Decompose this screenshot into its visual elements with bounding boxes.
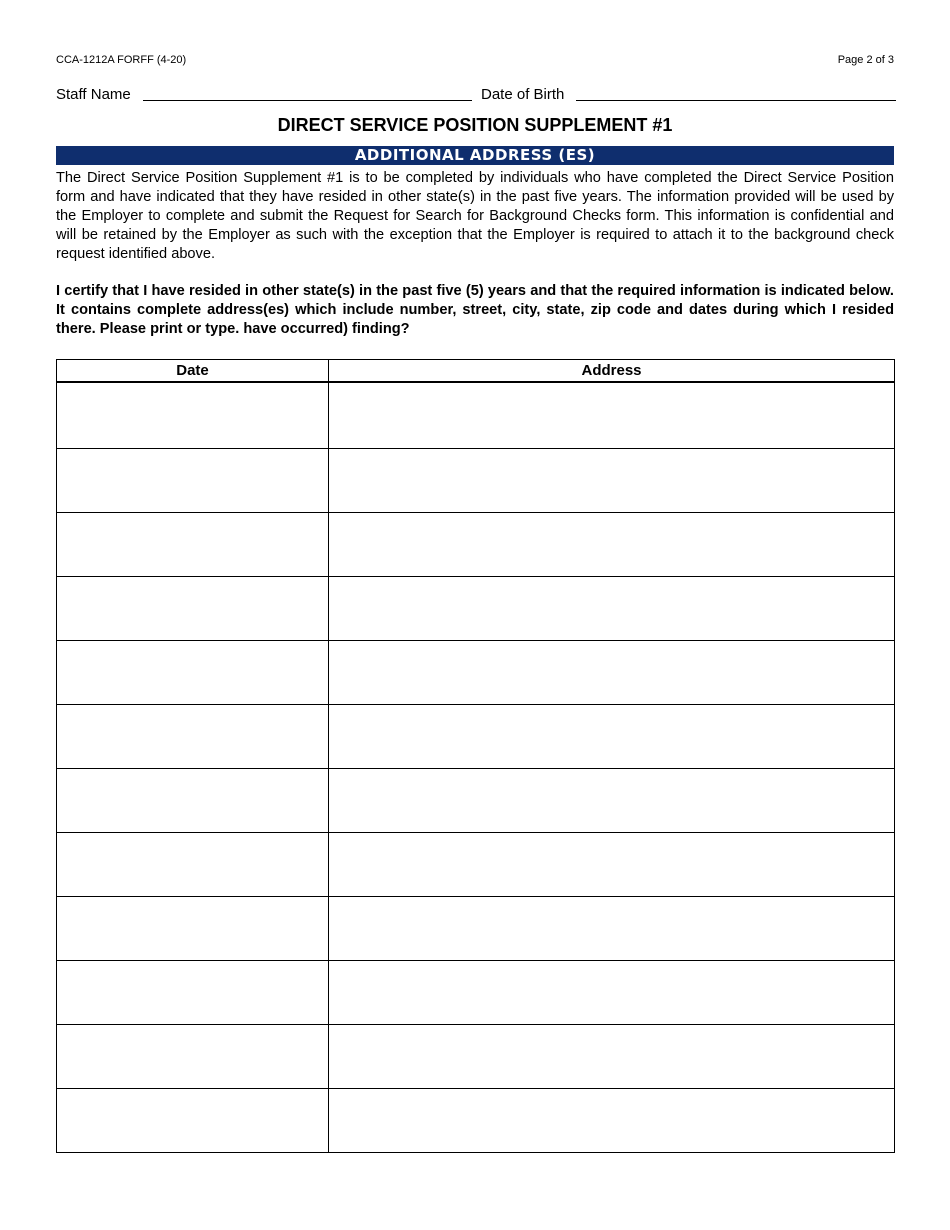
table-row	[57, 577, 895, 641]
address-column-header: Address	[329, 360, 895, 383]
table-row	[57, 961, 895, 1025]
date-of-birth-label: Date of Birth	[481, 86, 565, 103]
table-row	[57, 769, 895, 833]
form-code: CCA-1212A FORFF (4-20)	[56, 54, 187, 66]
address-cell[interactable]	[329, 382, 895, 449]
page-title: DIRECT SERVICE POSITION SUPPLEMENT #1	[277, 115, 673, 135]
date-cell[interactable]	[57, 513, 329, 577]
table-row	[57, 833, 895, 897]
staff-name-label: Staff Name	[56, 86, 131, 103]
address-cell[interactable]	[329, 1025, 895, 1089]
date-cell[interactable]	[57, 382, 329, 449]
date-cell[interactable]	[57, 897, 329, 961]
address-cell[interactable]	[329, 897, 895, 961]
staff-info-row	[56, 85, 896, 105]
table-row	[57, 1089, 895, 1153]
table-row	[57, 897, 895, 961]
address-cell[interactable]	[329, 705, 895, 769]
section-heading-bar: ADDITIONAL ADDRESS (ES)	[56, 146, 894, 165]
intro-paragraph: The Direct Service Position Supplement #1 is to be completed by individuals who have completed the Direct Service Position form and have indicated that they have resided in other state(s) in the past five years. The information provided will be used by the Employer to complete and submit the Request for Search for Background Checks form. This information is confidential and will be retained by the Employer as such with the exception that the Employer is required to attach it to the background check request identified above.	[56, 170, 894, 262]
date-cell[interactable]	[57, 1025, 329, 1089]
date-cell[interactable]	[57, 449, 329, 513]
address-cell[interactable]	[329, 1089, 895, 1153]
date-cell[interactable]	[57, 577, 329, 641]
date-cell[interactable]	[57, 641, 329, 705]
page-number: Page 2 of 3	[837, 54, 894, 66]
table-row	[57, 449, 895, 513]
date-of-birth-field[interactable]	[576, 100, 896, 101]
date-cell[interactable]	[57, 833, 329, 897]
date-cell[interactable]	[57, 961, 329, 1025]
date-cell[interactable]	[57, 705, 329, 769]
date-cell[interactable]	[57, 1089, 329, 1153]
address-table-body	[57, 382, 895, 1153]
address-cell[interactable]	[329, 961, 895, 1025]
table-row	[57, 382, 895, 449]
address-cell[interactable]	[329, 513, 895, 577]
date-cell[interactable]	[57, 769, 329, 833]
address-cell[interactable]	[329, 641, 895, 705]
certification-statement: I certify that I have resided in other state(s) in the past five (5) years and that the required information is indicated below. It contains complete address(es) which include number, street, city, state, zip code and dates during which I resided there. Please print or type. have occurred) finding?	[56, 283, 894, 337]
table-row	[57, 1025, 895, 1089]
address-cell[interactable]	[329, 833, 895, 897]
staff-name-field[interactable]	[143, 100, 472, 101]
address-table	[56, 359, 895, 1153]
address-cell[interactable]	[329, 449, 895, 513]
table-row	[57, 705, 895, 769]
table-header-row	[57, 360, 895, 383]
address-cell[interactable]	[329, 577, 895, 641]
table-row	[57, 513, 895, 577]
address-cell[interactable]	[329, 769, 895, 833]
table-row	[57, 641, 895, 705]
date-column-header: Date	[57, 360, 329, 383]
